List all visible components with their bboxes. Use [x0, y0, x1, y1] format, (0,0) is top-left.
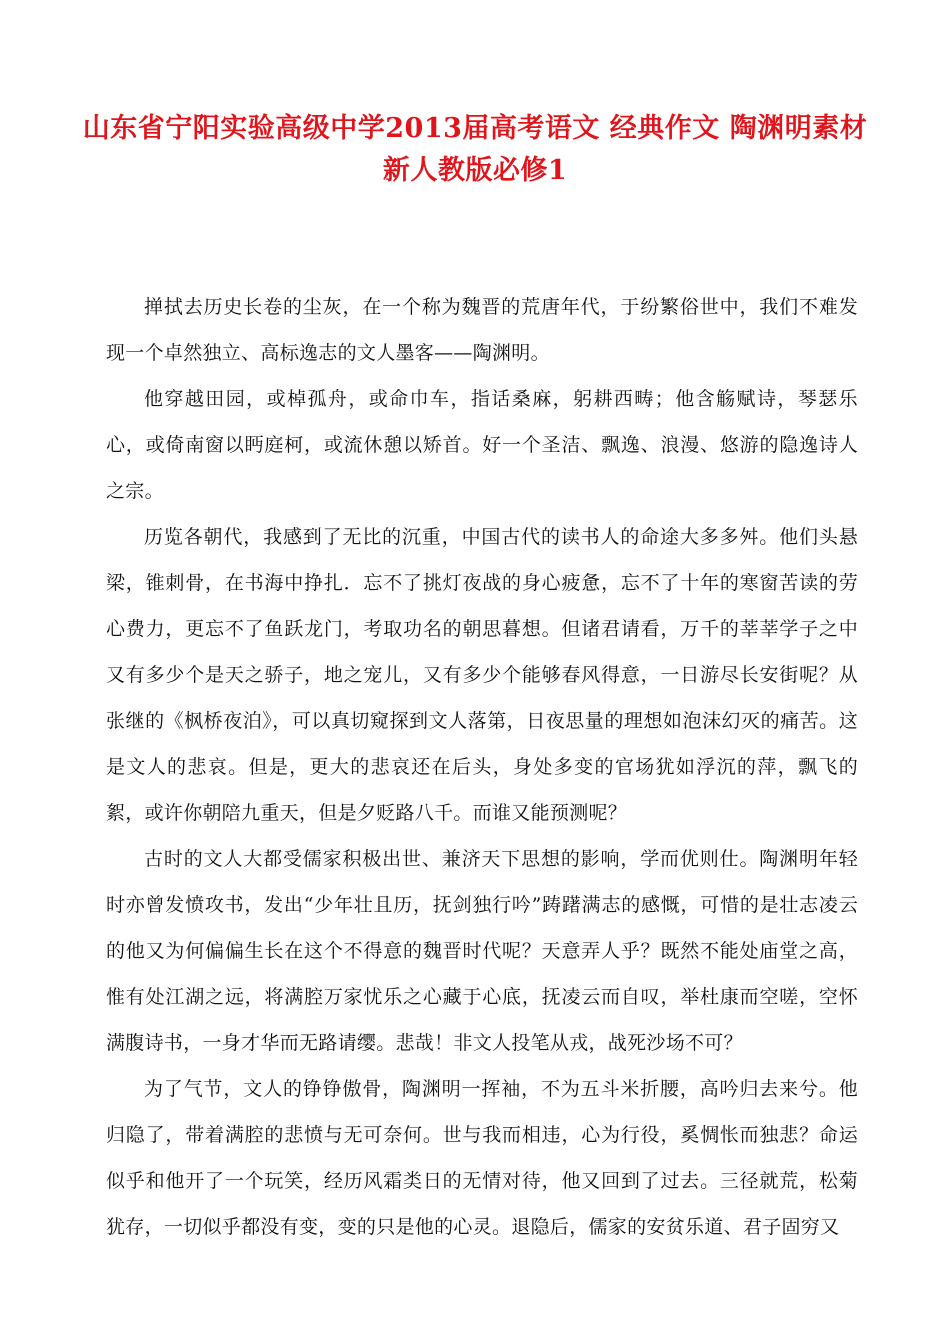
paragraph-1: 掸拭去历史长卷的尘灰，在一个称为魏晋的荒唐年代，于纷繁俗世中，我们不难发现一个卓然独立、高标逸志的文人墨客——陶渊明。: [106, 296, 858, 364]
title-line-1: 山东省宁阳实验高级中学2013届高考语文 经典作文 陶渊明素材: [82, 113, 868, 144]
paragraph-2: 他穿越田园，或棹孤舟，或命巾车，指话桑麻，躬耕西畴；他含觞赋诗，琴瑟乐心，或倚南窗以眄庭柯，或流休憩以矫首。好一个圣洁、飘逸、浪漫、悠游的隐逸诗人之宗。: [106, 388, 858, 502]
paragraph-5: 为了气节，文人的铮铮傲骨，陶渊明一挥袖，不为五斗米折腰，高吟归去来兮。他归隐了，带着满腔的悲愤与无可奈何。世与我而相违，心为行役，奚惆怅而独悲？命运似乎和他开了一个玩笑，经历风霜类日的无情对待，他又回到了过去。三径就荒，松菊犹存，一切似乎都没有变，变的只是他的心灵。退隐后，儒家的安贫乐道、君子固穷又: [106, 1078, 858, 1238]
paragraph-3: 历览各朝代，我感到了无比的沉重，中国古代的读书人的命途大多多舛。他们头悬梁，锥刺骨，在书海中挣扎．忘不了挑灯夜战的身心疲惫，忘不了十年的寒窗苦读的劳心费力，更忘不了鱼跃龙门，考取功名的朝思暮想。但诸君请看，万千的莘莘学子之中又有多少个是天之骄子，地之宠儿，又有多少个能够春风得意，一日游尽长安街呢？从张继的《枫桥夜泊》，可以真切窥探到文人落第，日夜思量的理想如泡沫幻灭的痛苦。这是文人的悲哀。但是，更大的悲哀还在后头，身处多变的官场犹如浮沉的萍，飘飞的絮，或许你朝陪九重天，但是夕贬路八千。而谁又能预测呢？: [106, 526, 858, 824]
paragraph-4: 古时的文人大都受儒家积极出世、兼济天下思想的影响，学而优则仕。陶渊明年轻时亦曾发愤攻书，发出“少年壮且历，抚剑独行吟”踌躇满志的感慨，可惜的是壮志凌云的他又为何偏偏生长在这个不得意的魏晋时代呢？天意弄人乎？既然不能处庙堂之高，惟有处江湖之远，将满腔万家忧乐之心藏于心底，抚凌云而自叹，举杜康而空嗟，空怀满腹诗书，一身才华而无路请缨。悲哉！非文人投笔从戎，战死沙场不可？: [106, 848, 858, 1054]
title-line-2: 新人教版必修1: [382, 155, 568, 186]
document-title: [60, 108, 890, 192]
document-body: [106, 284, 858, 1250]
